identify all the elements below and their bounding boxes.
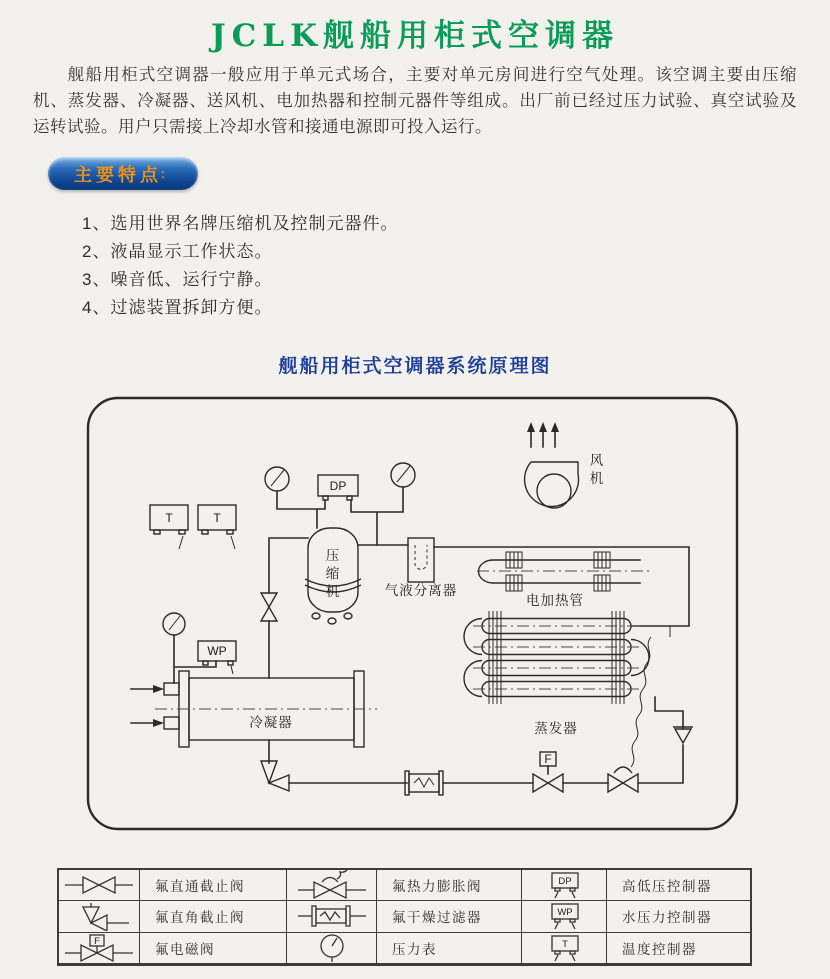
evaporator-symbol (464, 611, 649, 736)
pipes-wp (174, 635, 216, 683)
features-badge-label: 主要特点 (73, 164, 162, 185)
condenser-label: 冷凝器 (249, 715, 293, 730)
diagram-frame (88, 398, 737, 829)
hp-lp-controller-symbol (318, 475, 358, 500)
condenser-symbol (155, 671, 377, 747)
separator-label: 气液分离器 (384, 583, 458, 598)
wp-letter: WP (557, 907, 573, 919)
feature-item: 3、噪音低、运行宁静。 (82, 270, 273, 289)
wp-letter: WP (207, 644, 227, 658)
hp-lp-controller-icon (526, 870, 602, 900)
solenoid-valve-icon (61, 933, 137, 963)
solenoid-valve-symbol (533, 752, 563, 792)
heater-symbol (477, 552, 653, 608)
filter-drier-symbol (405, 771, 443, 795)
schematic-svg (85, 395, 740, 835)
t-letter: T (213, 511, 221, 525)
thermal-expansion-valve-icon (294, 870, 370, 900)
compressor-label: 压 (325, 548, 341, 563)
intro-paragraph: 舰船用柜式空调器一般应用于单元式场合，主要对单元房间进行空气处理。该空调主要由压缩机、蒸发器、冷凝器、送风机、电加热器和控制元器件等组成。出厂前已经过压力试验、真空试验及运转试验。用户只需接上冷却水管和接通电源即可投入运行。 (33, 66, 797, 136)
legend-symbol-cell (287, 901, 377, 932)
fan-label: 机 (589, 471, 605, 486)
legend-symbol-cell (59, 901, 140, 932)
water-inlet-arrows (131, 685, 164, 727)
fan-symbol (525, 422, 605, 508)
dp-letter: DP (329, 479, 347, 493)
diagram-caption: 舰船用柜式空调器系统原理图 (278, 356, 552, 377)
angle-valve-symbol (261, 761, 289, 791)
temp-controller-icon (526, 933, 602, 963)
legend-symbol-cell (59, 870, 140, 901)
temp-controller-symbol (198, 505, 236, 549)
temp-controller-symbol (150, 505, 188, 549)
fan-label: 风 (589, 453, 605, 468)
legend-label: 氟干燥过滤器 (377, 901, 522, 932)
angle-stop-valve-icon (61, 901, 137, 931)
legend-label: 高低压控制器 (607, 870, 750, 901)
straight-stop-valve-icon (61, 870, 137, 900)
feature-list (82, 210, 398, 322)
heater-label: 电加热管 (526, 593, 584, 608)
legend-label: 温度控制器 (607, 933, 750, 964)
legend-symbol-cell (522, 870, 607, 901)
legend-label: 氟电磁阀 (140, 933, 287, 964)
f-letter: F (94, 935, 100, 947)
evaporator-label: 蒸发器 (534, 721, 578, 736)
legend-label: 氟直通截止阀 (140, 870, 287, 901)
compressor-label: 缩 (325, 566, 341, 581)
dp-letter: DP (558, 876, 572, 888)
pressure-gauge-icon (294, 933, 370, 963)
legend-table (57, 868, 752, 966)
legend-label: 氟直角截止阀 (140, 901, 287, 932)
compressor-symbol (305, 528, 361, 624)
features-badge (48, 157, 198, 190)
legend-symbol-cell (522, 933, 607, 964)
compressor-label: 机 (325, 584, 341, 599)
water-gauge-icon (163, 613, 185, 635)
t-letter: T (562, 938, 568, 950)
wp-controller-symbol (198, 641, 236, 674)
legend-symbol-cell (522, 901, 607, 932)
legend-label: 氟热力膨胀阀 (377, 870, 522, 901)
distributor-symbol (673, 727, 693, 743)
feature-item: 4、过滤装置拆卸方便。 (82, 298, 273, 317)
features-badge-mark: ： (159, 167, 172, 181)
t-letter: T (165, 511, 173, 525)
legend-symbol-cell (59, 933, 140, 964)
feature-item: 1、选用世界名牌压缩机及控制元器件。 (82, 214, 399, 233)
legend-symbol-cell (287, 933, 377, 964)
legend-label: 压力表 (377, 933, 522, 964)
wp-controller-icon (526, 901, 602, 931)
page-title: JCLK舰船用柜式空调器 (210, 18, 620, 54)
pressure-gauge-icon (391, 463, 415, 487)
f-letter: F (544, 752, 552, 766)
pressure-gauge-icon (265, 467, 289, 491)
expansion-valve-symbol (608, 626, 670, 792)
stop-valve-symbol (261, 593, 277, 621)
filter-drier-icon (294, 901, 370, 931)
feature-item: 2、液晶显示工作状态。 (82, 242, 273, 261)
legend-symbol-cell (287, 870, 377, 901)
legend-label: 水压力控制器 (607, 901, 750, 932)
system-schematic (85, 395, 740, 835)
